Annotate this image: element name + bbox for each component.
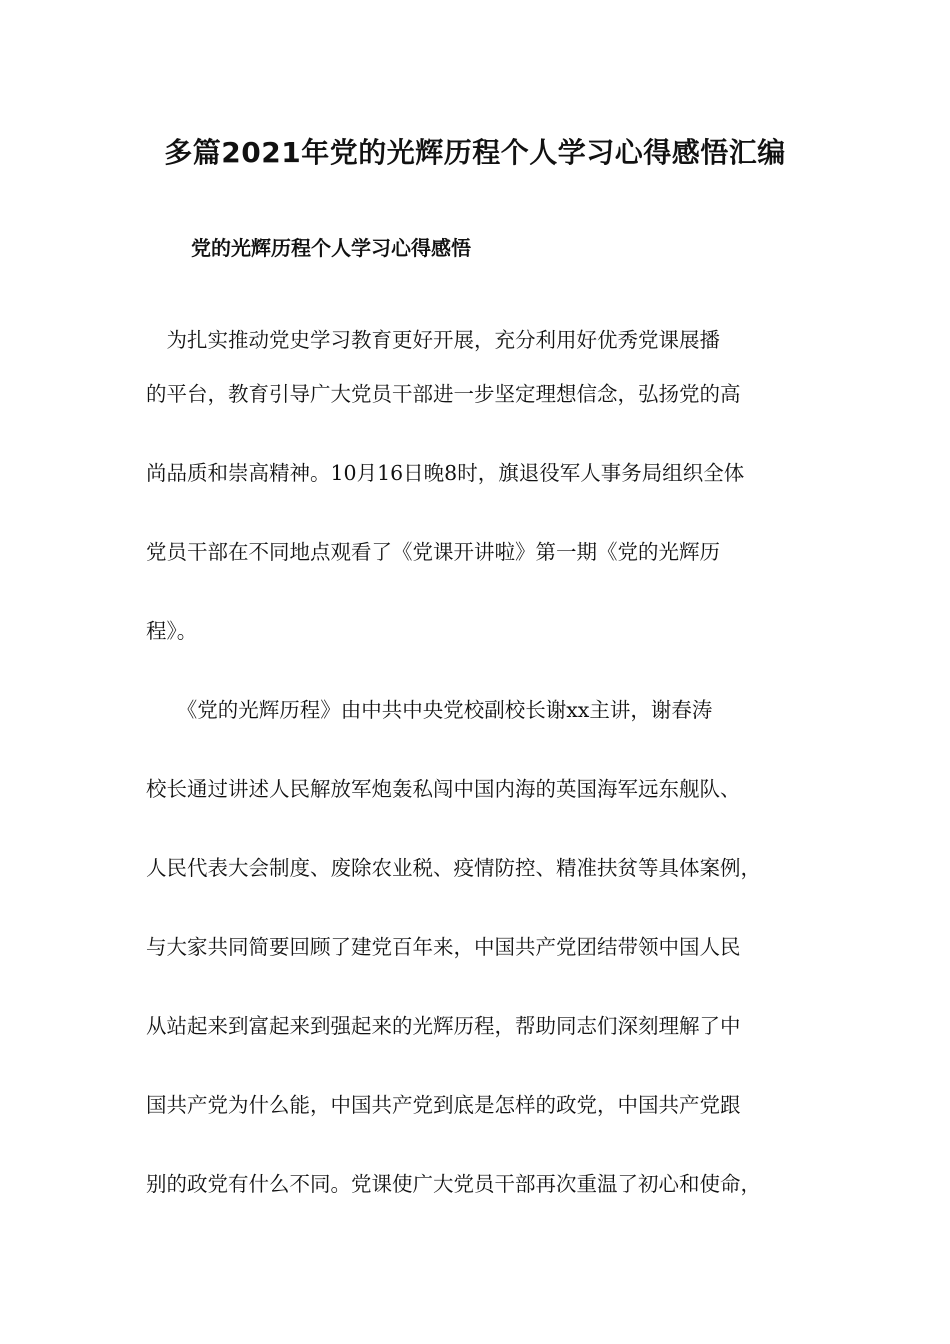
paragraph-2-line-3: 人民代表大会制度、废除农业税、疫情防控、精准扶贫等具体案例， [146,856,761,880]
paragraph-1-line-1: 为扎实推动党史学习教育更好开展，充分利用好优秀党课展播 [146,328,720,352]
document-title: 多篇2021年党的光辉历程个人学习心得感悟汇编 [164,136,786,169]
paragraph-2-line-5: 从站起来到富起来到强起来的光辉历程，帮助同志们深刻理解了中 [146,1014,741,1038]
paragraph-2-line-6: 国共产党为什么能，中国共产党到底是怎样的政党，中国共产党跟 [146,1093,741,1117]
paragraph-1-line-5: 程》。 [146,619,198,643]
paragraph-1-line-3: 尚品质和崇高精神。10月16日晚8时，旗退役军人事务局组织全体 [146,461,745,485]
section-title: 党的光辉历程个人学习心得感悟 [191,236,471,260]
paragraph-2-line-7: 别的政党有什么不同。党课使广大党员干部再次重温了初心和使命， [146,1172,761,1196]
paragraph-1-line-4: 党员干部在不同地点观看了《党课开讲啦》第一期《党的光辉历 [146,540,720,564]
paragraph-2-line-1: 《党的光辉历程》由中共中央党校副校长谢xx主讲，谢春涛 [146,698,713,722]
paragraph-2-line-4: 与大家共同简要回顾了建党百年来，中国共产党团结带领中国人民 [146,935,741,959]
paragraph-2-line-2: 校长通过讲述人民解放军炮轰私闯中国内海的英国海军远东舰队、 [146,777,741,801]
paragraph-1-line-2: 的平台，教育引导广大党员干部进一步坚定理想信念，弘扬党的高 [146,382,741,406]
